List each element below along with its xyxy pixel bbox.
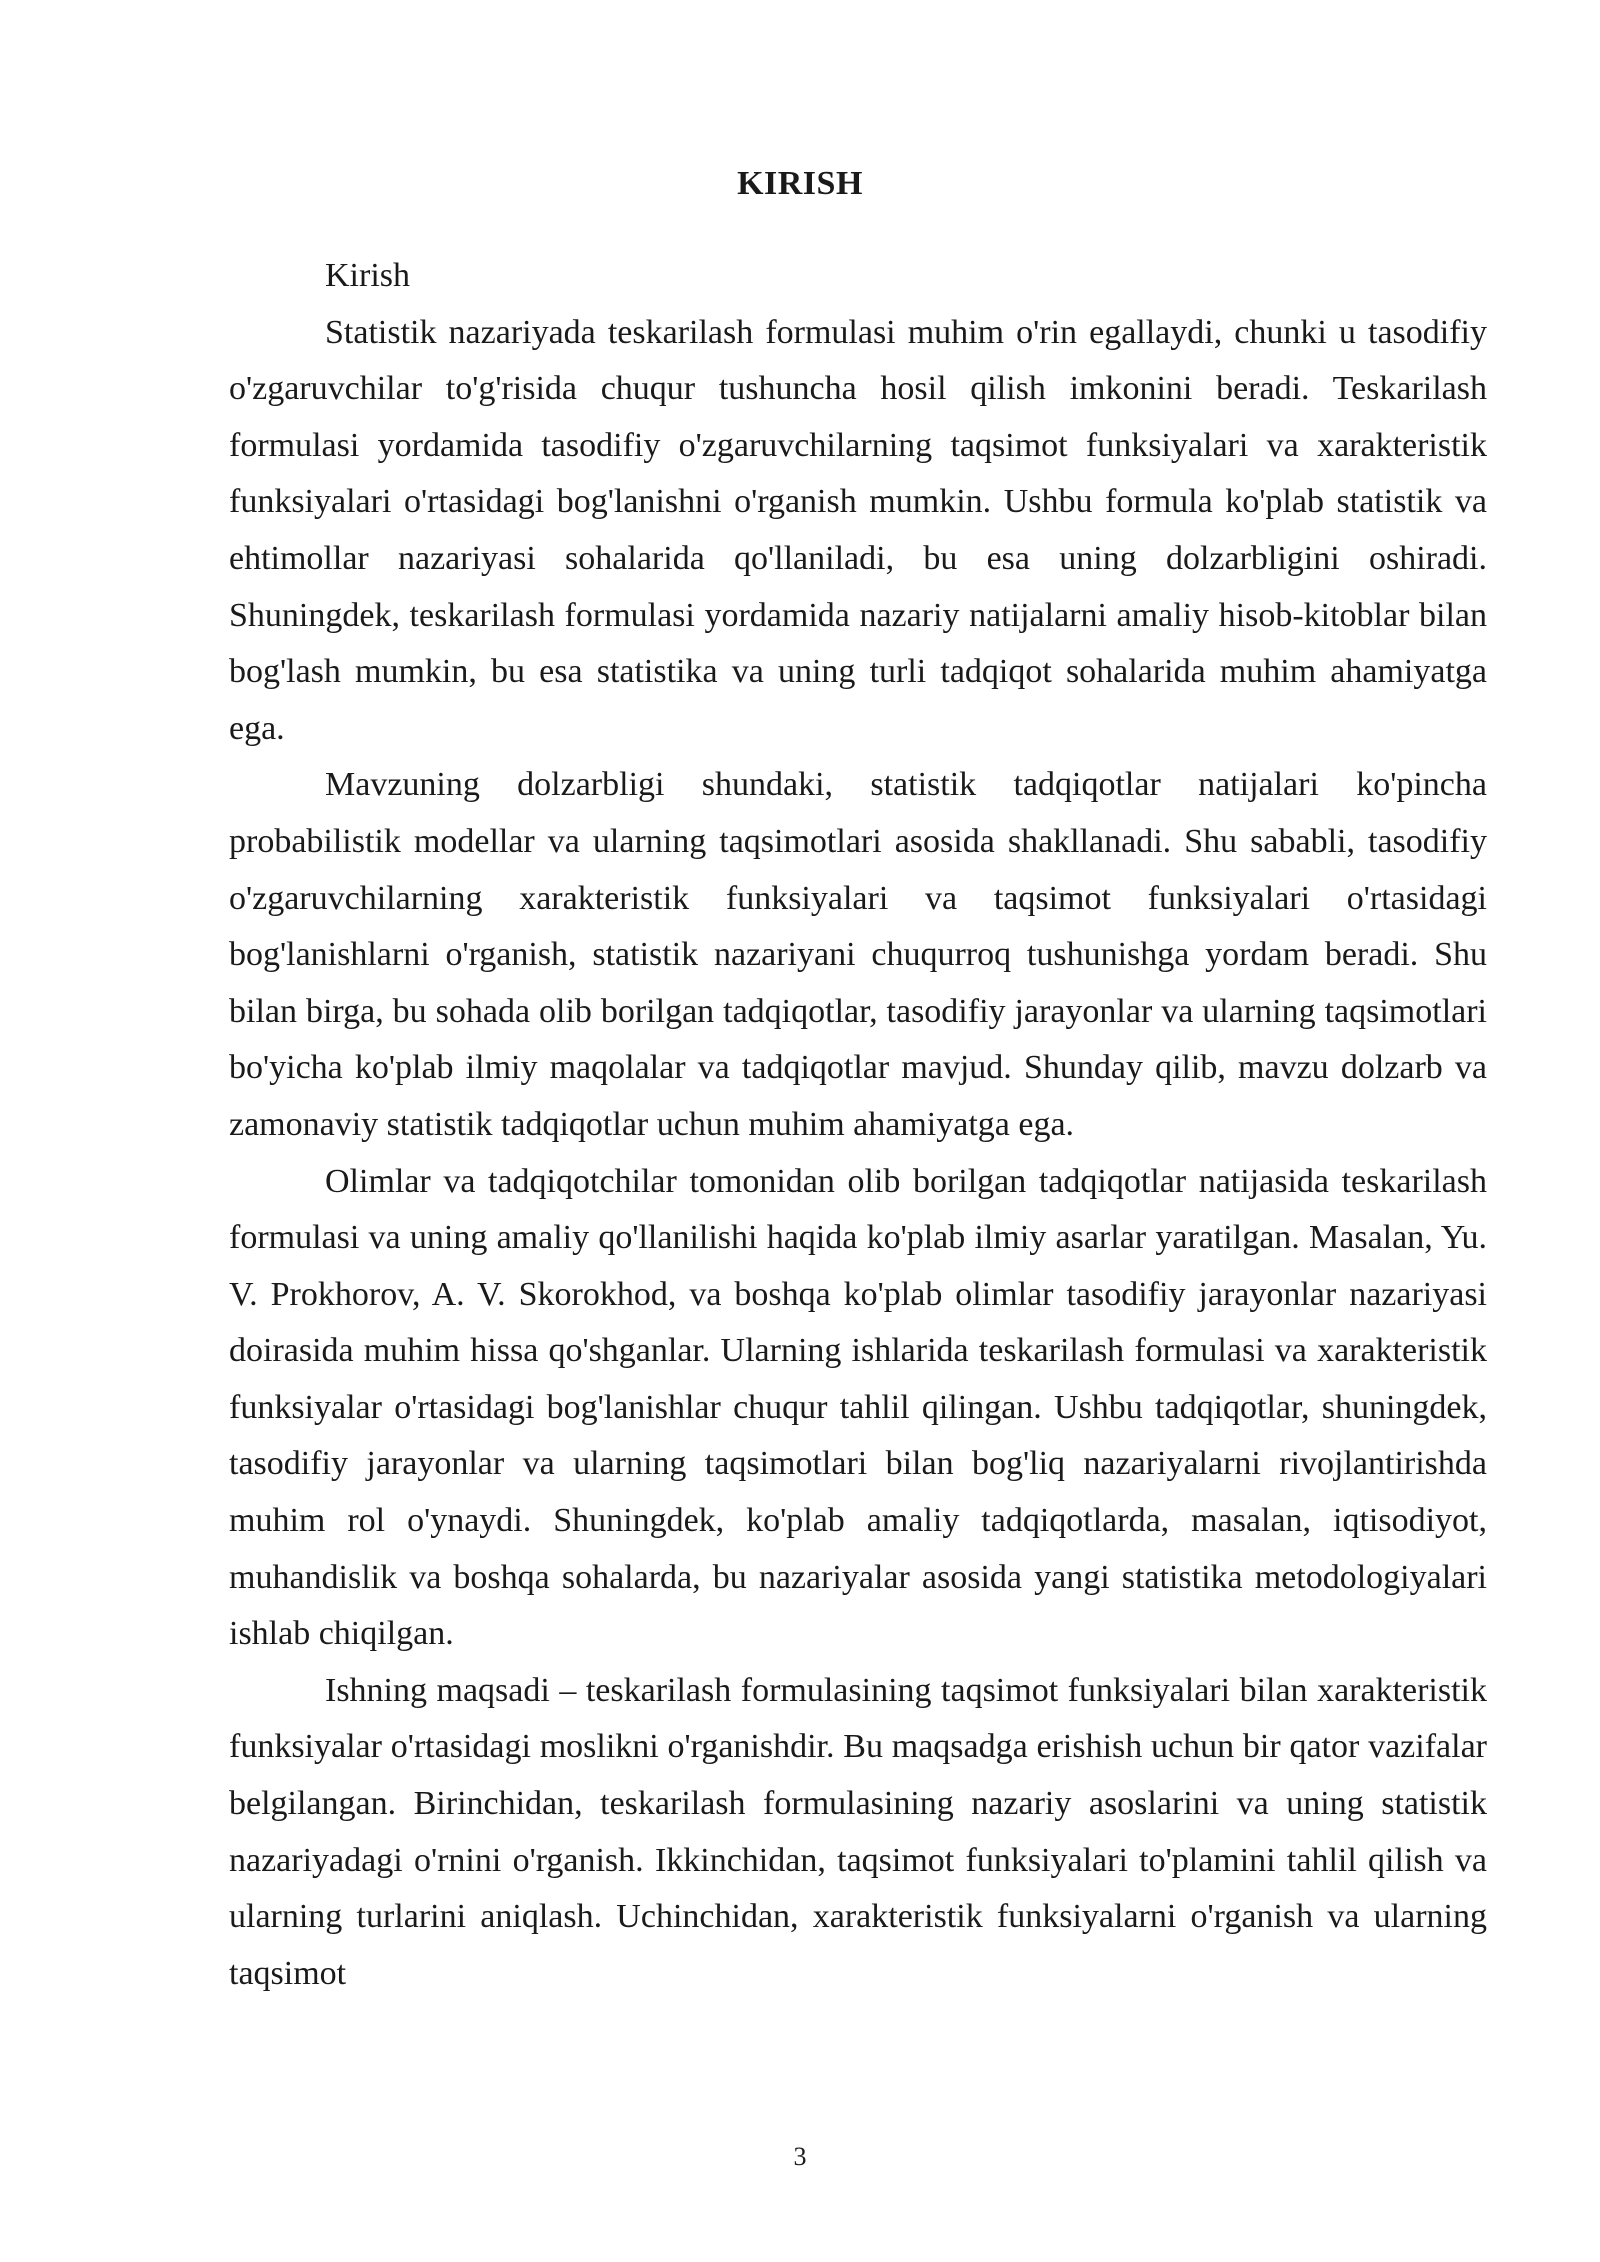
paragraph: Statistik nazariyada teskarilash formulasi muhim o'rin egallaydi, chunki u tasodifiy o'zgaruvchilar to'g'risida chuqur tushuncha hosil qilish imkonini beradi. Teskarilash formulasi yordamida tasodifiy o'zgaruvchilarning taqsimot funksiyalari va xarakteristik funksiyalari o'rtasidagi bog'lanishni o'rganish mumkin. Ushbu formula ko'plab statistik va ehtimollar nazariyasi sohalarida qo'llaniladi, bu esa uning dolzarbligini oshiradi. Shuningdek, teskarilash formulasi yordamida nazariy natijalarni amaliy hisob-kitoblar bilan bog'lash mumkin, bu esa statistika va uning turli tadqiqot sohalarida muhim ahamiyatga ega.: [229, 313, 1487, 747]
paragraph: Olimlar va tadqiqotchilar tomonidan olib borilgan tadqiqotlar natijasida teskarilash formulasi va uning amaliy qo'llanilishi haqida ko'plab ilmiy asarlar yaratilgan. Masalan, Yu. V. Prokhorov, A. V. Skorokhod, va boshqa ko'plab olimlar tasodifiy jarayonlar nazariyasi doirasida muhim hissa qo'shganlar. Ularning ishlarida teskarilash formulasi va xarakteristik funksiyalar o'rtasidagi bog'lanishlar chuqur tahlil qilingan. Ushbu tadqiqotlar, shuningdek, tasodifiy jarayonlar va ularning taqsimotlari bilan bog'liq nazariyalarni rivojlantirishda muhim rol o'ynaydi. Shuningdek, ko'plab amaliy tadqiqotlarda, masalan, iqtisodiyot, muhandislik va boshqa sohalarda, bu nazariyalar asosida yangi statistika metodologiyalari ishlab chiqilgan.: [229, 1162, 1487, 1653]
body-text: [229, 248, 1487, 2002]
page-number: 3: [793, 2142, 807, 2171]
paragraph: Ishning maqsadi – teskarilash formulasining taqsimot funksiyalari bilan xarakteristik funksiyalar o'rtasidagi moslikni o'rganishdir. Bu maqsadga erishish uchun bir qator vazifalar belgilangan. Birinchidan, teskarilash formulasining nazariy asoslarini va uning statistik nazariyadagi o'rnini o'rganish. Ikkinchidan, taqsimot funksiyalari to'plamini tahlil qilish va ularning turlarini aniqlash. Uchinchidan, xarakteristik funksiyalarni o'rganish va ularning taqsimot: [229, 1671, 1487, 1992]
paragraph: Mavzuning dolzarbligi shundaki, statistik tadqiqotlar natijalari ko'pincha probabilistik modellar va ularning taqsimotlari asosida shakllanadi. Shu sababli, tasodifiy o'zgaruvchilarning xarakteristik funksiyalari va taqsimot funksiyalari o'rtasidagi bog'lanishlarni o'rganish, statistik nazariyani chuqurroq tushunishga yordam beradi. Shu bilan birga, bu sohada olib borilgan tadqiqotlar, tasodifiy jarayonlar va ularning taqsimotlari bo'yicha ko'plab ilmiy maqolalar va tadqiqotlar mavjud. Shunday qilib, mavzu dolzarb va zamonaviy statistik tadqiqotlar uchun muhim ahamiyatga ega.: [229, 766, 1487, 1143]
section-subheading: Kirish: [325, 257, 410, 294]
page-title: KIRISH: [737, 165, 863, 202]
